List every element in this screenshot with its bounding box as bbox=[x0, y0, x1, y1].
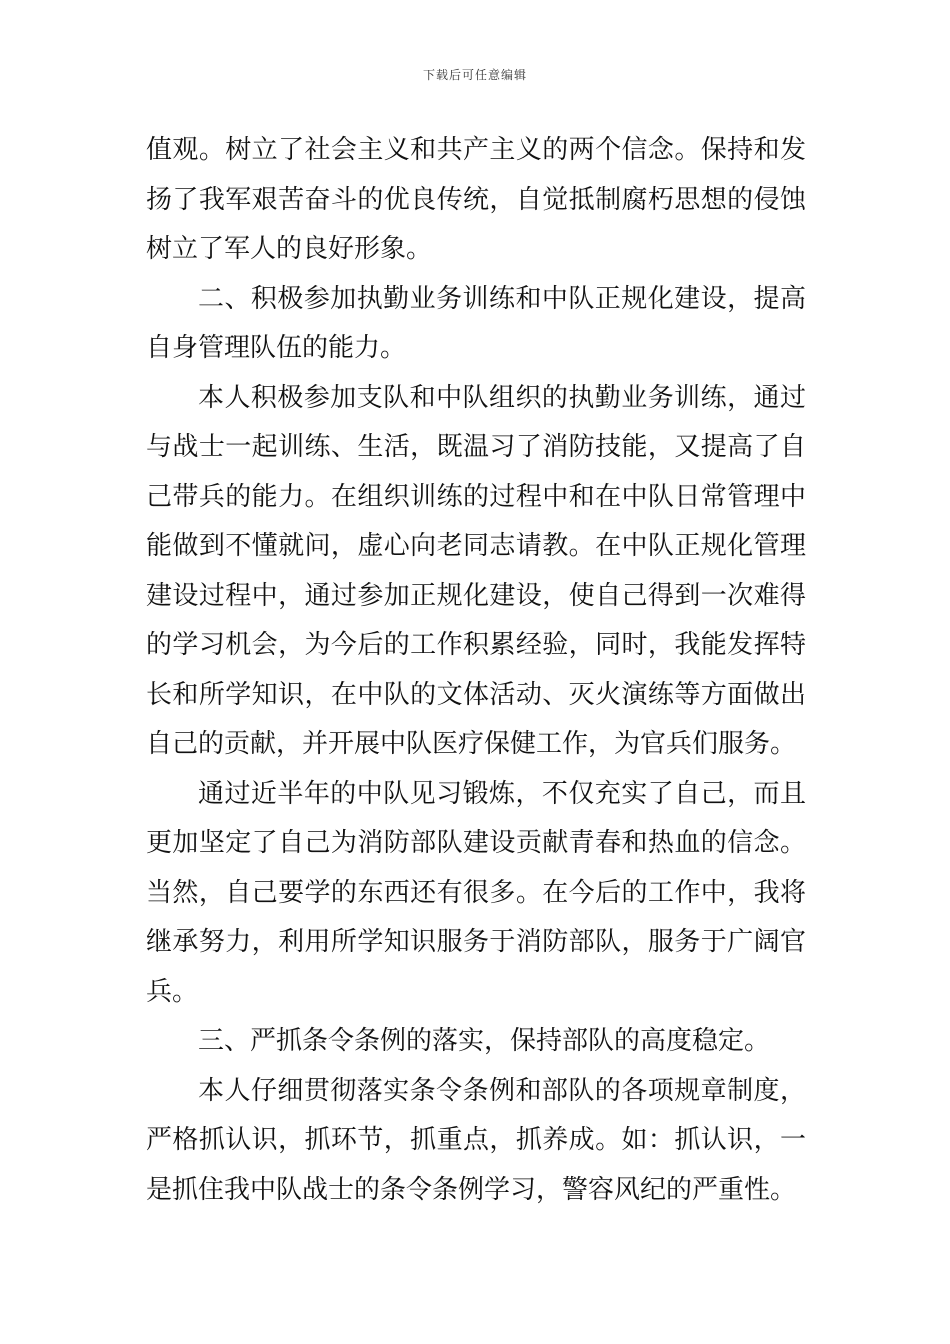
paragraph-regulations: 本人仔细贯彻落实条令条例和部队的各项规章制度，严格抓认识，抓环节，抓重点，抓养成。如：抓认识，一是抓住我中队战士的条令条例学习，警容风纪的严重性。 bbox=[146, 1075, 806, 1205]
section-heading-two: 二、积极参加执勤业务训练和中队正规化建设，提高自身管理队伍的能力。 bbox=[146, 283, 806, 363]
paragraph-reflection: 通过近半年的中队见习锻炼，不仅充实了自己，而且更加坚定了自己为消防部队建设贡献青春和热血的信念。当然，自己要学的东西还有很多。在今后的工作中，我将继承努力，利用所学知识服务于消防部队，服务于广阔官兵。 bbox=[146, 778, 806, 1007]
section-heading-three: 三、严抓条令条例的落实，保持部队的高度稳定。 bbox=[198, 1026, 771, 1056]
document-body bbox=[146, 126, 806, 1215]
page-header: 下载后可任意编辑 bbox=[422, 68, 527, 82]
paragraph-continuation: 值观。树立了社会主义和共产主义的两个信念。保持和发扬了我军艰苦奋斗的优良传统，自觉抵制腐朽思想的侵蚀树立了军人的良好形象。 bbox=[146, 135, 806, 264]
paragraph-training: 本人积极参加支队和中队组织的执勤业务训练，通过与战士一起训练、生活，既温习了消防技能，又提高了自己带兵的能力。在组织训练的过程中和在中队日常管理中能做到不懂就问，虚心向老同志请教。在中队正规化管理建设过程中，通过参加正规化建设，使自己得到一次难得的学习机会，为今后的工作积累经验，同时，我能发挥特长和所学知识，在中队的文体活动、灭火演练等方面做出自己的贡献，并开展中队医疗保健工作，为官兵们服务。 bbox=[146, 382, 806, 759]
